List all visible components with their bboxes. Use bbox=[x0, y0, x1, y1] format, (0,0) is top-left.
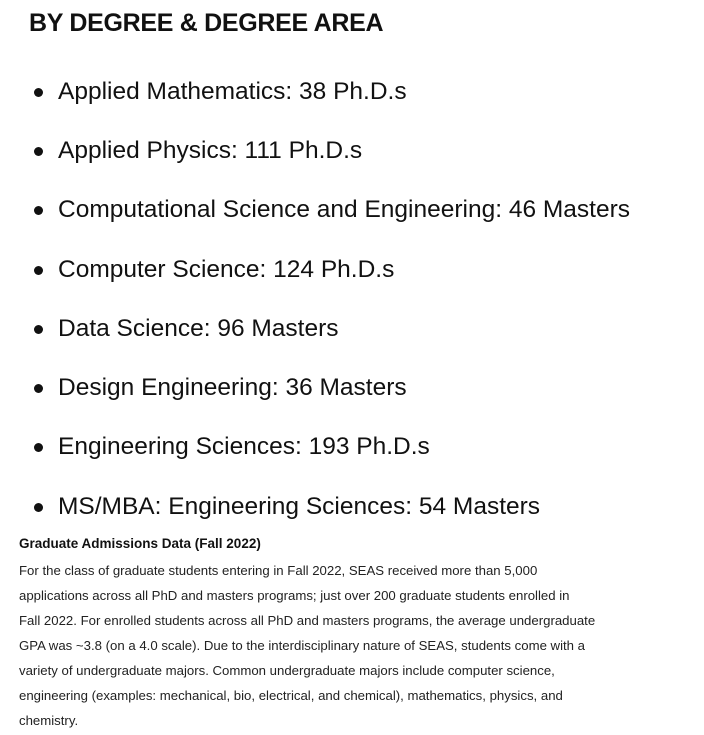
bullet-icon bbox=[34, 206, 43, 215]
admissions-section-title: Graduate Admissions Data (Fall 2022) bbox=[19, 536, 261, 551]
paragraph-line: For the class of graduate students entering in Fall 2022, SEAS received more than 5,000 bbox=[19, 563, 538, 578]
degree-stat-text: Applied Mathematics: 38 Ph.D.s bbox=[58, 77, 407, 105]
bullet-icon bbox=[34, 503, 43, 512]
degree-stat-text: Engineering Sciences: 193 Ph.D.s bbox=[58, 433, 430, 461]
degree-stat-item bbox=[0, 477, 630, 536]
paragraph-line: chemistry. bbox=[19, 713, 79, 728]
paragraph-line: engineering (examples: mechanical, bio, electrical, and chemical), mathematics, physics, and bbox=[19, 688, 563, 703]
degree-stat-text: Computer Science: 124 Ph.D.s bbox=[58, 255, 395, 283]
degree-stat-item bbox=[0, 240, 630, 299]
bullet-icon bbox=[34, 88, 43, 97]
paragraph-line: variety of undergraduate majors. Common undergraduate majors include computer science, bbox=[19, 663, 555, 678]
degree-stat-text: Data Science: 96 Masters bbox=[58, 314, 339, 342]
paragraph-line: applications across all PhD and masters programs; just over 200 graduate students enrolled in bbox=[19, 588, 570, 603]
degree-stat-item bbox=[0, 358, 630, 417]
degree-stat-text: Computational Science and Engineering: 46 Masters bbox=[58, 196, 631, 224]
degree-stat-text: Design Engineering: 36 Masters bbox=[58, 374, 407, 402]
bullet-icon bbox=[34, 325, 43, 334]
bullet-icon bbox=[34, 384, 43, 393]
bullet-icon bbox=[34, 266, 43, 275]
paragraph-line: Fall 2022. For enrolled students across all PhD and masters programs, the average undergraduate bbox=[19, 613, 596, 628]
page-heading: BY DEGREE & DEGREE AREA bbox=[29, 9, 384, 37]
degree-stat-item bbox=[0, 181, 630, 240]
degree-stat-item bbox=[0, 121, 630, 180]
degree-stat-list bbox=[0, 62, 630, 536]
degree-stat-item bbox=[0, 62, 630, 121]
degree-stat-text: MS/MBA: Engineering Sciences: 54 Masters bbox=[58, 492, 541, 520]
degree-stat-item bbox=[0, 418, 630, 477]
degree-stat-text: Applied Physics: 111 Ph.D.s bbox=[58, 136, 363, 164]
degree-stat-item bbox=[0, 299, 630, 358]
bullet-icon bbox=[34, 443, 43, 452]
paragraph-line: GPA was ~3.8 (on a 4.0 scale). Due to the interdisciplinary nature of SEAS, students come with a bbox=[19, 638, 586, 653]
admissions-paragraph bbox=[19, 558, 679, 733]
bullet-icon bbox=[34, 147, 43, 156]
